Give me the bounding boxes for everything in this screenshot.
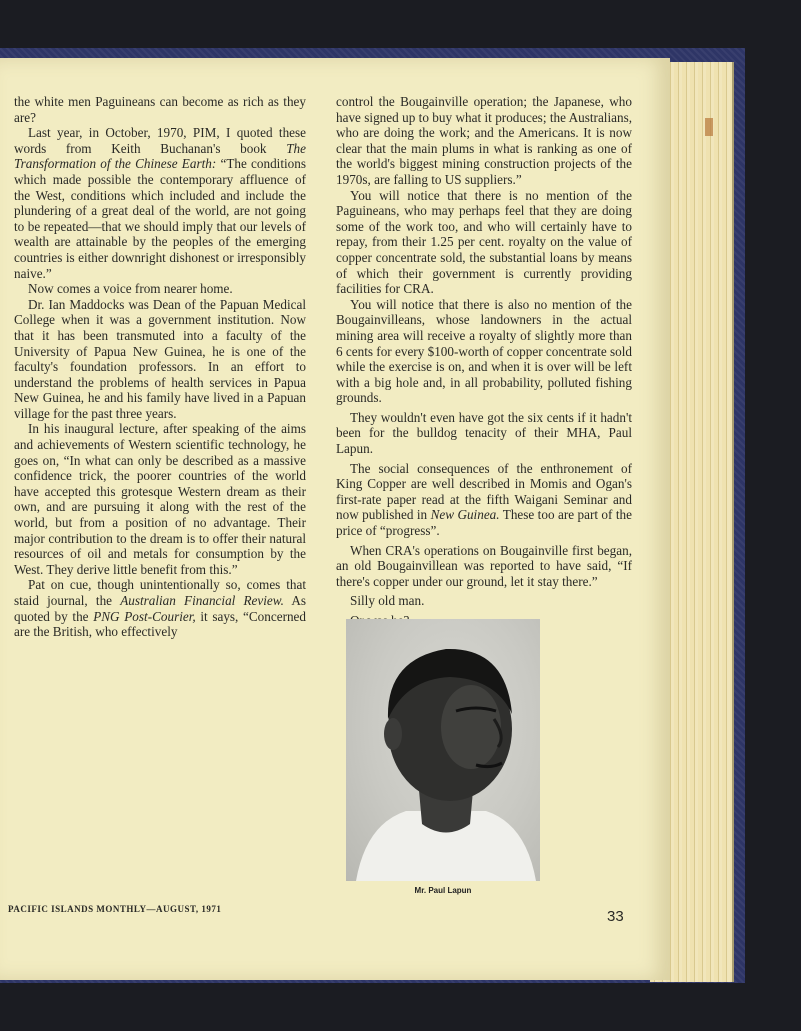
page-number: 33 bbox=[607, 908, 624, 925]
paragraph: In his inaugural lecture, after speaking of the aims and achievements of Western scientific technology, he goes on, “In what can only be described as a massive confidence trick, the poorer countries of the world have accepted this grotesque Western dream as their own, and are pursuing it along with the rest of the world, but from a position of no advantage. Their major contribution to the dream is to offer their natural resources of oil and metals for consumption by the West. They derive little benefit from this.” bbox=[14, 421, 306, 577]
paragraph: When CRA's operations on Bougainville first began, an old Bougainvillean was reported to have said, “If there's copper under our ground, let it stay there.” bbox=[336, 542, 632, 589]
paragraph: Last year, in October, 1970, PIM, I quoted these words from Keith Buchanan's book The Transformation of the Chinese Earth: “The conditions which made possible the contemporary affluence of the West, conditions which included and include the plundering of a great deal of the world, are not going to be repeated—that we should imply that our levels of wealth are attainable by the peoples of the emerging countries is either downright dishonest or irresponsibly naive.” bbox=[14, 125, 306, 281]
left-text-column bbox=[14, 94, 306, 640]
paragraph: The social consequences of the enthronement of King Copper are well described in Momis and Ogan's first-rate paper read at the fifth Waigani Seminar and now published in New Guinea. These too are part of the price of “progress”. bbox=[336, 460, 632, 539]
paragraph: the white men Paguineans can become as rich as they are? bbox=[14, 94, 306, 125]
portrait-photo bbox=[346, 619, 540, 881]
paragraph: You will notice that there is also no mention of the Bougainvilleans, whose landowners in the actual mining area will receive a royalty of slightly more than 6 cents for every $100-worth of copper concentrate sold while the exercise is on, and when it is over will be left with a big hole and, in all probability, polluted fishing grounds. bbox=[336, 296, 632, 406]
paragraph: Dr. Ian Maddocks was Dean of the Papuan Medical College when it was a government institution. Now that it has been transmuted into a faculty of the University of Papua New Guinea, he is one of the faculty's foundation professors. In an effort to understand the problems of health services in Papua New Guinea, he and his family have lived in a Papuan village for the past three years. bbox=[14, 296, 306, 421]
paragraph: You will notice that there is no mention of the Paguineans, who may perhaps feel that they are doing some of the work too, and who will certainly have to repay, from their 1.25 per cent. royalty on the value of copper concentrate sold, the substantial loans by means of which their government is currently providing facilities for CRA. bbox=[336, 187, 632, 297]
bookmark-ribbon bbox=[705, 118, 713, 136]
right-text-column bbox=[336, 94, 632, 629]
paragraph: They wouldn't even have got the six cents if it hadn't been for the bulldog tenacity of their MHA, Paul Lapun. bbox=[336, 409, 632, 457]
publication-footer: PACIFIC ISLANDS MONTHLY—AUGUST, 1971 bbox=[8, 904, 222, 914]
portrait-illustration bbox=[346, 619, 540, 881]
paragraph: Silly old man. bbox=[350, 593, 425, 609]
paragraph: control the Bougainville operation; the Japanese, who have signed up to buy what it produces; the Australians, who are doing the work; and the Americans. It is now clear that the main plums in what is ranking as one of the world's biggest mining construction projects of the 1970s, are falling to US suppliers.” bbox=[336, 94, 632, 187]
photo-caption: Mr. Paul Lapun bbox=[414, 886, 472, 895]
paragraph: Now comes a voice from nearer home. bbox=[28, 281, 233, 297]
magazine-page bbox=[0, 58, 670, 980]
paragraph: Pat on cue, though unintentionally so, comes that staid journal, the Australian Financial Review. As quoted by the PNG Post-Courier, it says, “Concerned are the British, who effectively bbox=[14, 577, 307, 640]
